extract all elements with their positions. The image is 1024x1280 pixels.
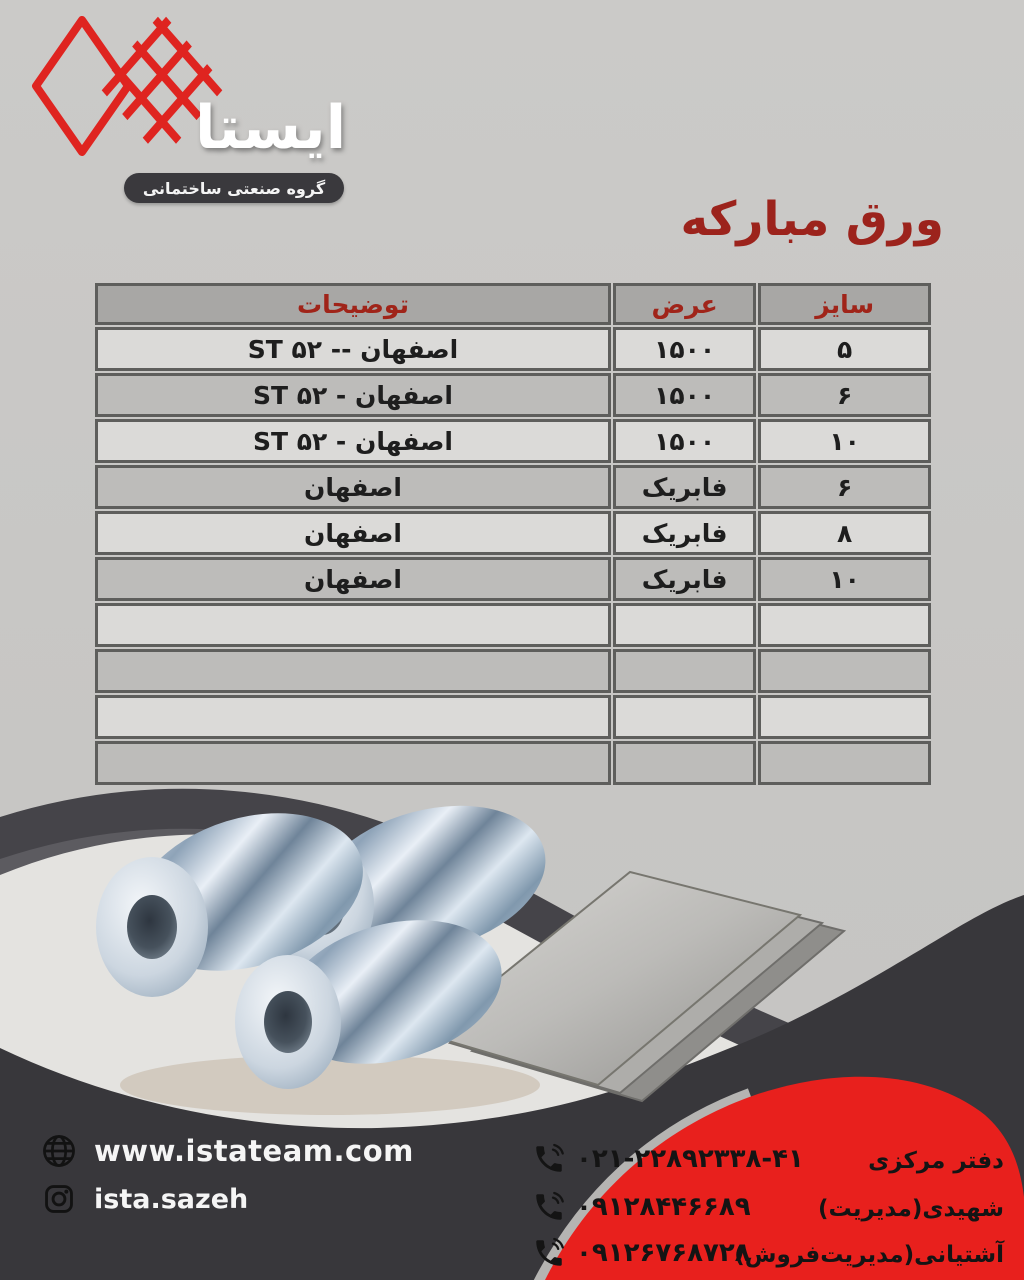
cell-width: [613, 741, 756, 785]
phone-icon: [532, 1190, 566, 1224]
phone-number[interactable]: ۰۹۱۲۶۷۶۸۷۲۸: [576, 1238, 751, 1268]
phone-number[interactable]: ۰۲۱-۲۲۸۹۲۳۳۸-۴۱: [576, 1144, 804, 1174]
cell-size: ۶: [758, 465, 931, 509]
table-row: [95, 327, 931, 371]
header-desc: توضیحات: [95, 283, 611, 325]
instagram-row: [42, 1182, 248, 1216]
cell-desc: اصفهان: [95, 465, 611, 509]
cell-desc: ST ۵۲ - اصفهان: [95, 373, 611, 417]
table-row: [95, 741, 931, 785]
website-row: [40, 1132, 414, 1170]
contact-label: آشتیانی(مدیریت‌فروش): [734, 1242, 1004, 1268]
cell-size: ۱۰: [758, 419, 931, 463]
price-table: [93, 281, 933, 787]
instagram-handle[interactable]: ista.sazeh: [94, 1183, 249, 1215]
cell-desc: ST ۵۲ - اصفهان: [95, 419, 611, 463]
brand-name: ایستا: [195, 93, 347, 163]
contact-label: شهیدی(مدیریت): [817, 1196, 1004, 1222]
brand-tagline: گروه صنعتی ساختمانی: [142, 178, 326, 198]
header-width: عرض: [613, 283, 756, 325]
cell-desc: ST ۵۲ -- اصفهان: [95, 327, 611, 371]
table-row: [95, 465, 931, 509]
cell-size: ۵: [758, 327, 931, 371]
cell-size: ۱۰: [758, 557, 931, 601]
cell-desc: [95, 695, 611, 739]
cell-width: [613, 695, 756, 739]
cell-width: فابریک: [613, 511, 756, 555]
table-row: [95, 603, 931, 647]
cell-width: ۱۵۰۰: [613, 327, 756, 371]
phone-icon: [532, 1236, 566, 1270]
cell-width: ۱۵۰۰: [613, 373, 756, 417]
table-row: [95, 649, 931, 693]
brand-tagline-pill: [124, 173, 344, 203]
header-size: سایز: [758, 283, 931, 325]
cell-size: ۶: [758, 373, 931, 417]
cell-size: [758, 603, 931, 647]
cell-width: فابریک: [613, 465, 756, 509]
cell-size: [758, 695, 931, 739]
cell-desc: اصفهان: [95, 557, 611, 601]
phone-number[interactable]: ۰۹۱۲۸۴۴۶۶۸۹: [576, 1192, 751, 1222]
phone-icon: [532, 1142, 566, 1176]
cell-width: [613, 603, 756, 647]
cell-desc: [95, 741, 611, 785]
cell-size: [758, 741, 931, 785]
table-row: [95, 419, 931, 463]
cell-width: [613, 649, 756, 693]
cell-size: ۸: [758, 511, 931, 555]
cell-desc: اصفهان: [95, 511, 611, 555]
instagram-icon: [42, 1182, 76, 1216]
contact-row: [532, 1190, 751, 1224]
table-header-row: [95, 283, 931, 325]
page-title: ورق مبارکه: [680, 192, 944, 247]
cell-width: ۱۵۰۰: [613, 419, 756, 463]
cell-desc: [95, 649, 611, 693]
table-row: [95, 557, 931, 601]
table-row: [95, 373, 931, 417]
table-row: [95, 695, 931, 739]
company-logo: [12, 6, 372, 206]
contact-row: [532, 1236, 751, 1270]
cell-width: فابریک: [613, 557, 756, 601]
table-row: [95, 511, 931, 555]
globe-icon: [40, 1132, 78, 1170]
cell-desc: [95, 603, 611, 647]
contact-label: دفتر مرکزی: [868, 1148, 1004, 1174]
website-url[interactable]: www.istateam.com: [94, 1134, 414, 1168]
cell-size: [758, 649, 931, 693]
